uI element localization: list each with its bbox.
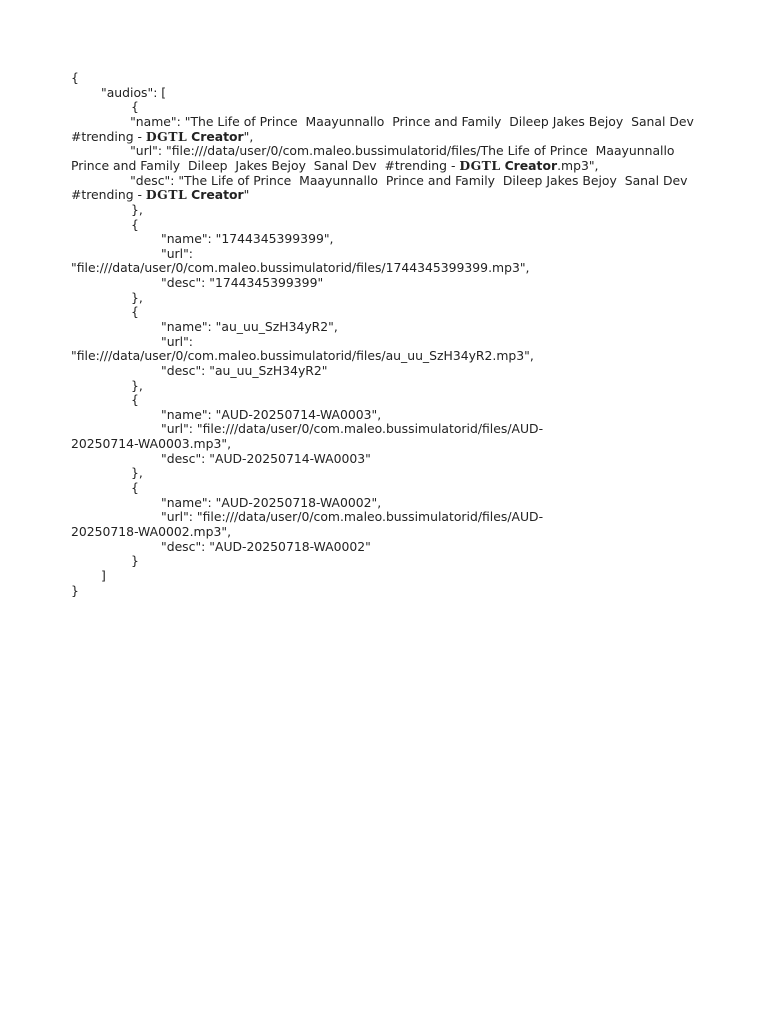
entry-url-value: "file:///data/user/0/com.maleo.bussimulatorid/files/1744345399399.mp3", — [71, 260, 530, 276]
audios-key: "audios": [ — [101, 84, 167, 100]
desc-text: "desc": "The Life of Prince Maayunnallo Prince and Family Dileep Jakes Bejoy Sanal Dev #trending - — [71, 172, 696, 203]
audios-array-close: ] — [101, 567, 106, 583]
indent — [71, 114, 130, 129]
entry-open: { — [131, 99, 139, 115]
name-end: ", — [243, 128, 254, 144]
desc-end: " — [243, 187, 250, 203]
open-brace: { — [71, 70, 79, 85]
entry-open: { — [131, 216, 139, 232]
entry-url-field — [71, 144, 701, 173]
entry-close: } — [131, 553, 139, 569]
entry-name-field: "name": "AUD-20250714-WA0003", — [161, 406, 382, 422]
url-end: .mp3", — [557, 157, 599, 173]
brand-dgtl: DGTL — [459, 157, 501, 173]
entry-close: }, — [131, 201, 143, 217]
entry-close: }, — [131, 465, 143, 481]
json-document — [71, 71, 701, 598]
brand-dgtl: DGTL — [145, 128, 188, 144]
brand-dgtl: DGTL — [145, 187, 188, 203]
entry-url-key: "url": — [161, 333, 193, 349]
brand-creator: Creator — [191, 187, 244, 203]
entry-url-continuation: 20250718-WA0002.mp3", — [71, 523, 232, 539]
url-text: "url": "file:///data/user/0/com.maleo.bussimulatorid/files/The Life of Prince Maayunnallo Prince and Family Dileep Jakes Bejoy Sanal Dev #trending - — [71, 143, 683, 173]
entry-close: }, — [131, 289, 143, 305]
entry-url-key: "url": — [161, 245, 193, 261]
entry-close: }, — [131, 377, 143, 393]
entry-name-field — [71, 115, 701, 144]
entry-url-continuation: 20250714-WA0003.mp3", — [71, 436, 232, 452]
entry-desc-field: "desc": "AUD-20250714-WA0003" — [161, 450, 371, 466]
entry-desc-field: "desc": "AUD-20250718-WA0002" — [161, 538, 371, 554]
entry-open: { — [131, 392, 139, 408]
brand-creator: Creator — [191, 128, 244, 144]
entry-open: { — [131, 304, 139, 320]
entry-open: { — [131, 480, 139, 496]
entry-desc-field: "desc": "au_uu_SzH34yR2" — [161, 362, 328, 378]
brand-creator: Creator — [504, 157, 558, 173]
entry-url-field: "url": "file:///data/user/0/com.maleo.bussimulatorid/files/AUD- — [161, 421, 544, 437]
indent — [71, 173, 130, 188]
entry-url-field: "url": "file:///data/user/0/com.maleo.bussimulatorid/files/AUD- — [161, 509, 544, 525]
entry-desc-field — [71, 174, 701, 203]
indent — [71, 143, 130, 158]
close-brace: } — [71, 582, 79, 598]
entry-name-field: "name": "AUD-20250718-WA0002", — [161, 494, 382, 510]
name-text: "name": "The Life of Prince Maayunnallo Prince and Family Dileep Jakes Bejoy Sanal Dev #trending - — [71, 113, 702, 144]
entry-name-field: "name": "1744345399399", — [161, 231, 334, 247]
entry-name-field: "name": "au_uu_SzH34yR2", — [161, 318, 338, 334]
entry-desc-field: "desc": "1744345399399" — [161, 275, 324, 291]
entry-url-value: "file:///data/user/0/com.maleo.bussimulatorid/files/au_uu_SzH34yR2.mp3", — [71, 348, 534, 364]
